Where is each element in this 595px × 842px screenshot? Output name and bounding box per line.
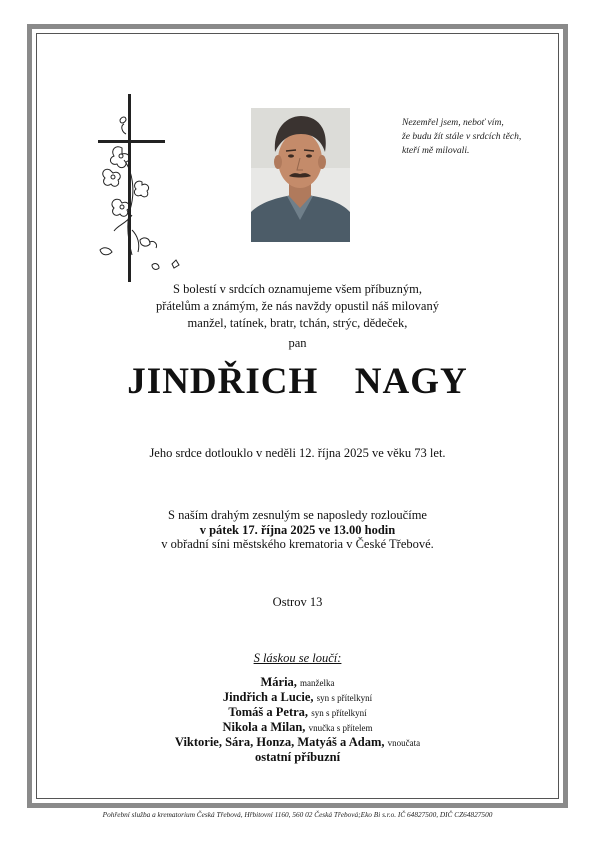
mourner-relation: vnučka s přítelem [308,723,373,733]
mourner-row [0,735,595,750]
intro-line: manžel, tatínek, bratr, tchán, strýc, dědeček, [187,316,408,330]
address: Ostrov 13 [272,595,323,609]
mourner-row [0,750,595,765]
cross-with-flowers-icon [92,90,192,285]
mourner-relation: vnoučata [387,738,421,748]
farewell-heading: S láskou se loučí: [253,651,342,665]
funeral-venue: v obřadní síni městského krematoria v České Třebové. [161,537,434,551]
mourner-row [0,690,595,705]
deceased-name: JINDŘICH NAGY [127,361,468,402]
motto-line: že budu žít stále v srdcích těch, [402,131,522,142]
mourner-name: Jindřich a Lucie, [222,690,314,704]
motto-line: kteří mě milovali. [402,145,470,156]
mourners-list [0,675,595,765]
footer-imprint: Pohřební služba a krematorium Česká Třebová, Hřbitovní 1160, 560 02 Česká Třebová;Eko Bi s.r.o. IČ 64827500, DIČ CZ64827500 [102,810,493,819]
mourner-relation: syn s přítelkyní [316,693,373,703]
honorific: pan [288,336,307,350]
mourner-relation: syn s přítelkyní [311,708,367,718]
mourner-name: Nikola a Milan, [222,720,306,734]
mourner-row [0,675,595,690]
intro-line: přátelům a známým, že nás navždy opustil náš milovaný [156,299,439,313]
announcement-intro [0,281,595,332]
motto-quote [402,116,552,158]
motto-line: Nezemřel jsem, neboť vím, [402,117,504,128]
portrait-photo [251,108,350,242]
mourner-row [0,720,595,735]
death-notice: Jeho srdce dotlouklo v neděli 12. října 2025 ve věku 73 let. [149,446,446,460]
funeral-line: S naším drahým zesnulým se naposledy rozloučíme [168,508,427,522]
funeral-date: v pátek 17. října 2025 ve 13.00 hodin [199,522,396,537]
mourner-row [0,705,595,720]
mourner-relation: manželka [300,678,335,688]
mourner-name: ostatní příbuzní [254,750,341,764]
mourner-name: Tomáš a Petra, [228,705,309,719]
funeral-details [0,508,595,552]
mourner-name: Viktorie, Sára, Honza, Matyáš a Adam, [174,735,385,749]
mourner-name: Mária, [260,675,297,689]
intro-line: S bolestí v srdcích oznamujeme všem příbuzným, [173,282,422,296]
